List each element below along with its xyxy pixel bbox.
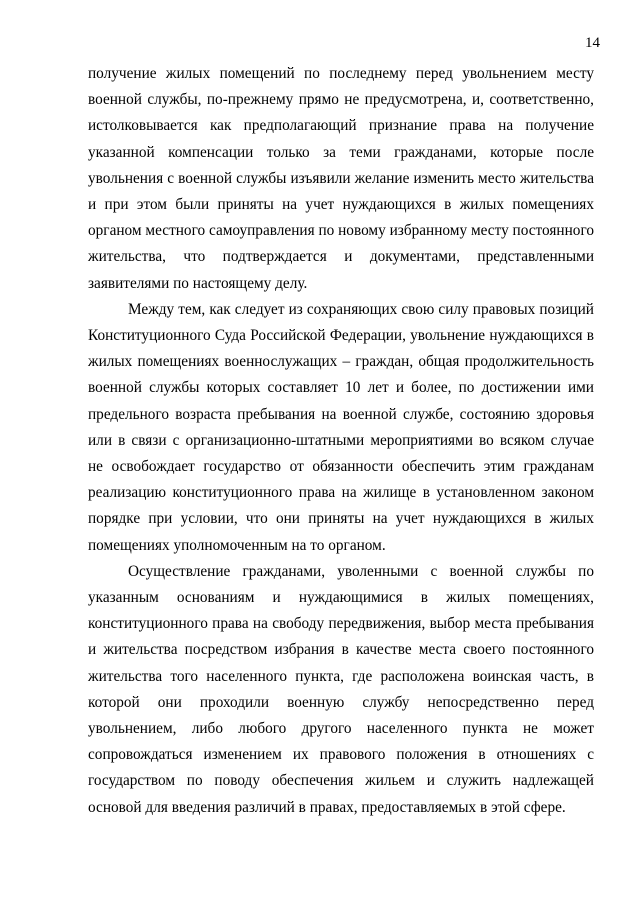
paragraph-continuation: получение жилых помещений по последнему перед увольнением месту военной службы, по-прежнему прямо не предусмотрена, и, соответственно, истолковывается как предполагающий признание права на получение указанной компенсации только за теми гражданами, которые после увольнения с военной службы изъявили желание изменить место жительства и при этом были приняты на учет нуждающихся в жилых помещениях органом местного самоуправления по новому избранному месту постоянного жительства, что подтверждается и документами, представленными заявителями по настоящему делу. <box>88 65 594 292</box>
page-number: 14 <box>585 35 600 51</box>
paragraph-legal-positions: Между тем, как следует из сохраняющих свою силу правовых позиций Конституционного Суда Российской Федерации, увольнение нуждающихся в жилых помещениях военнослужащих – граждан, общая продолжительность военной службы которых составляет 10 лет и более, по достижении ими предельного возраста пребывания на военной службе, состоянию здоровья или в связи с организационно-штатными мероприятиями во всяком случае не освобождает государство от обязанности обеспечить этим гражданам реализацию конституционного права на жилище в установленном законом порядке при условии, что они приняты на учет нуждающихся в жилых помещениях уполномоченным на то органом. <box>88 300 594 554</box>
document-body <box>88 61 594 821</box>
paragraph-freedom-of-movement: Осуществление гражданами, уволенными с военной службы по указанным основаниям и нуждающимися в жилых помещениях, конституционного права на свободу передвижения, выбор места пребывания и жительства посредством избрания в качестве места своего постоянного жительства того населенного пункта, где расположена воинская часть, в которой они проходили военную службу непосредственно перед увольнением, либо любого другого населенного пункта не может сопровождаться изменением их правового положения в отношениях с государством по поводу обеспечения жильем и служить надлежащей основой для введения различий в правах, предоставляемых в этой сфере. <box>88 562 594 816</box>
